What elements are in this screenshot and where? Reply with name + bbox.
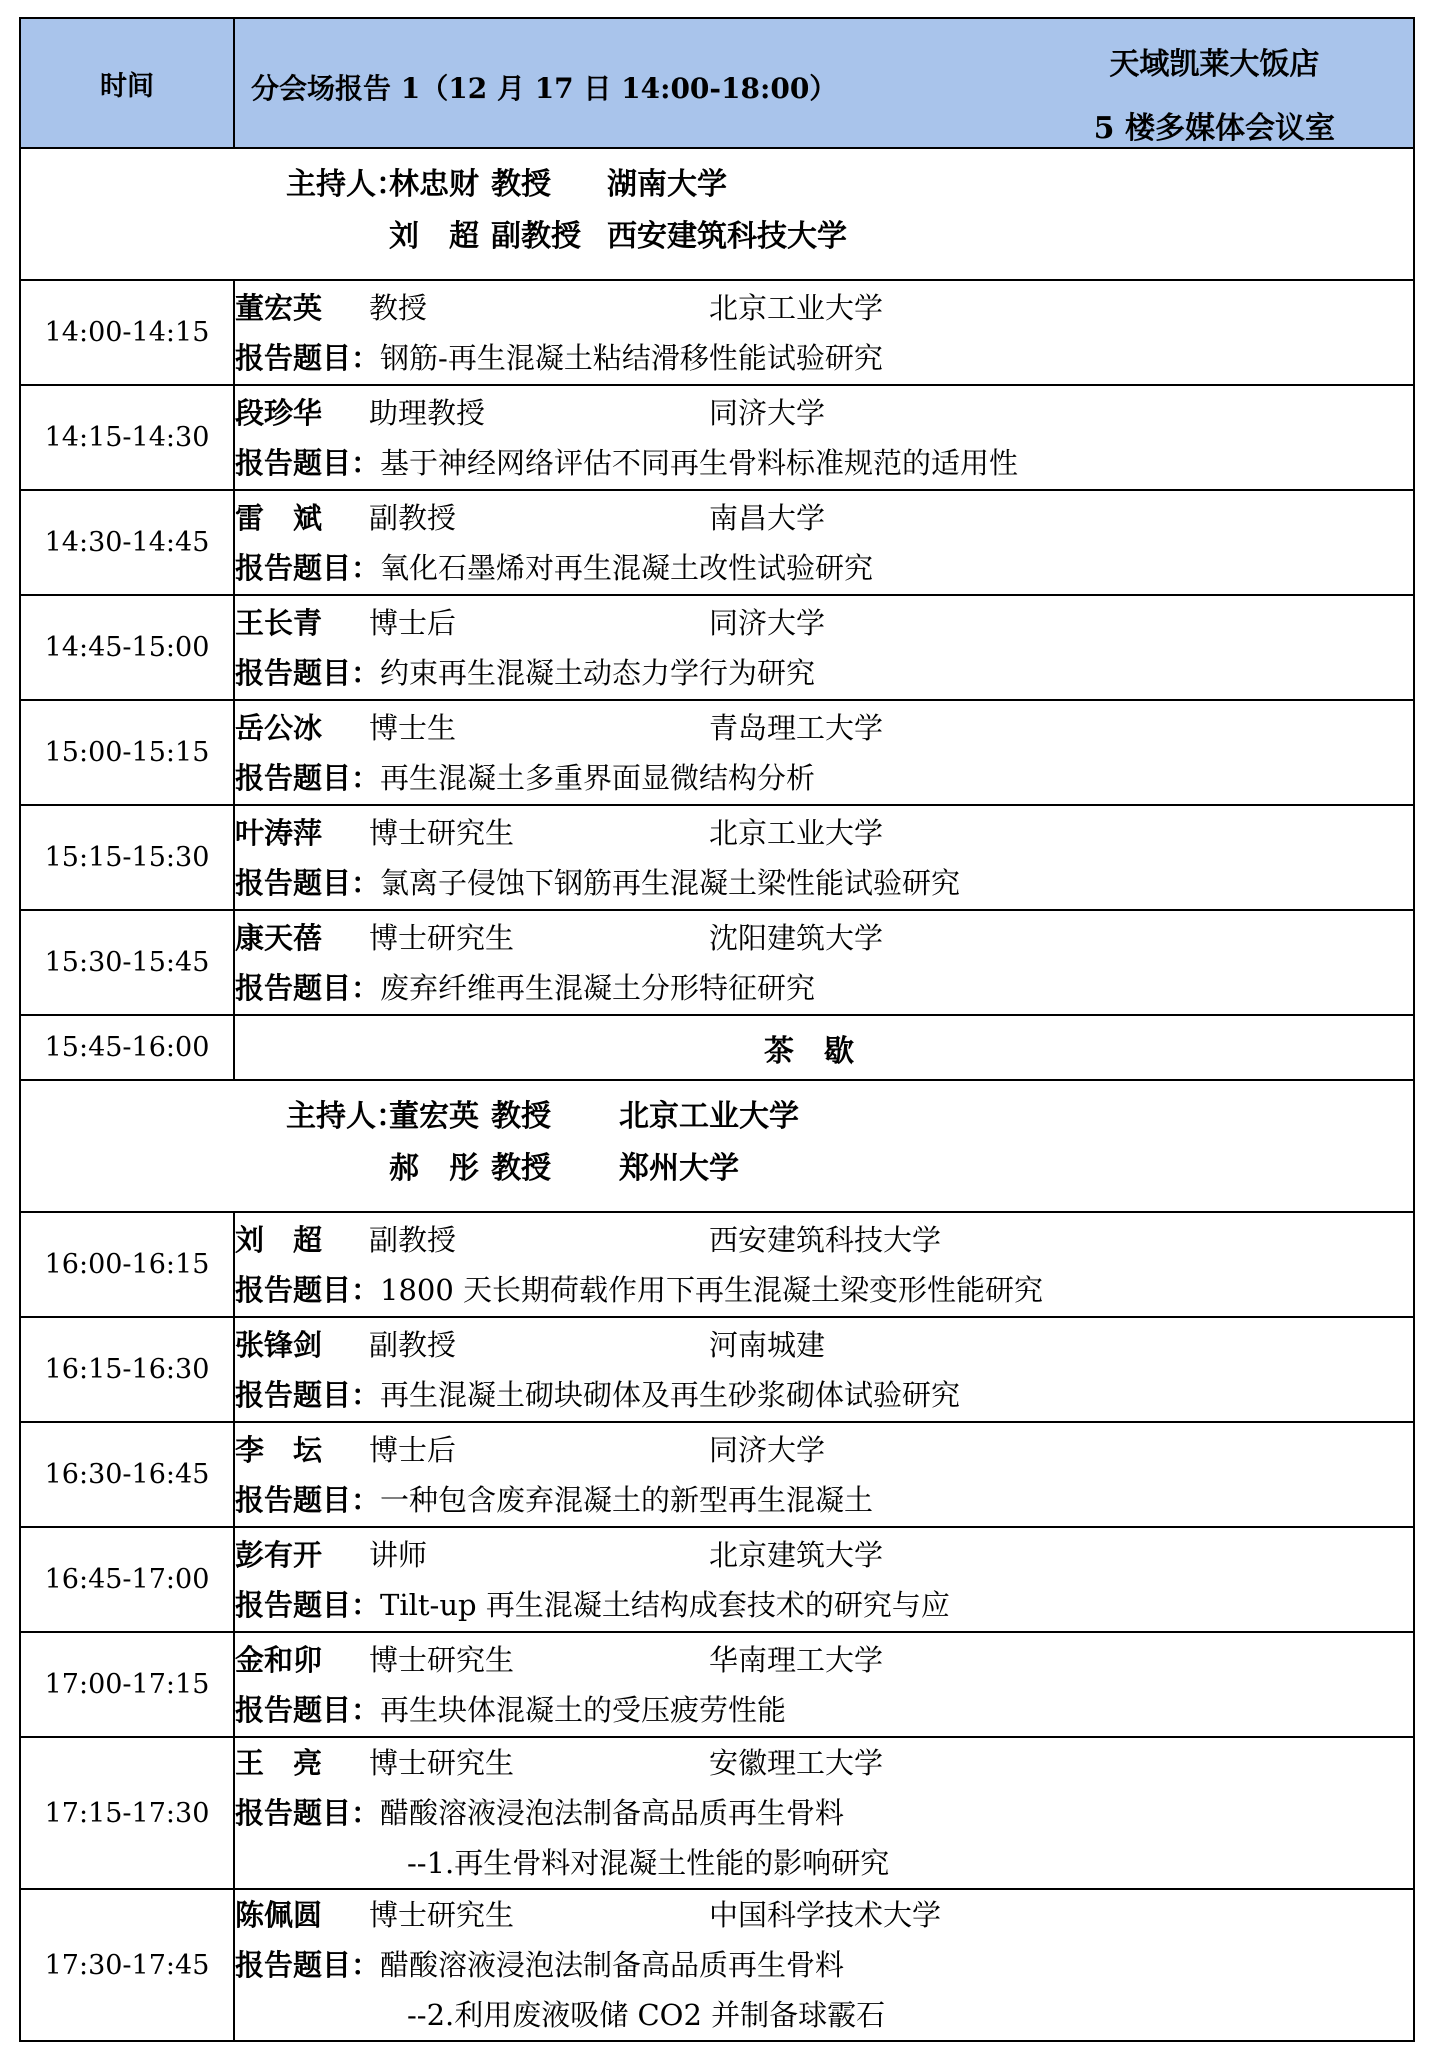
speaker-line [235,598,1413,648]
topic-label: 报告题目： [235,1482,381,1517]
speaker-name: 刘 超 [235,1222,323,1257]
talk-row [20,490,1414,595]
talk-content [234,1737,1414,1889]
break-row [20,1015,1414,1080]
talk-row [20,280,1414,385]
topic-label: 报告题目： [235,1587,381,1622]
topic-line [235,333,1413,383]
venue-hotel: 天域凯莱大饭店 [1109,47,1320,82]
talk-content [234,910,1414,1015]
speaker-line [235,283,1413,333]
speaker-affiliation: 南昌大学 [709,500,826,535]
topic-text: 氯离子侵蚀下钢筋再生混凝土梁性能试验研究 [380,865,961,900]
speaker-line [235,493,1413,543]
speaker-title: 博士研究生 [369,1898,515,1932]
talk-time: 17:30-17:45 [20,1889,234,2041]
speaker-affiliation: 同济大学 [709,605,826,640]
topic-text: 再生块体混凝土的受压疲劳性能 [380,1692,787,1727]
talk-time: 16:30-16:45 [20,1422,234,1527]
host-title: 教授 [491,167,551,202]
speaker-name: 张锋剑 [235,1327,323,1362]
topic-text: 钢筋-再生混凝土粘结滑移性能试验研究 [380,340,883,375]
speaker-affiliation: 同济大学 [709,395,826,430]
topic-text: 再生混凝土砌块砌体及再生砂浆砌体试验研究 [380,1377,961,1412]
talk-row [20,1889,1414,2041]
talk-time: 14:15-14:30 [20,385,234,490]
topic-label: 报告题目： [235,445,381,480]
talk-content [234,700,1414,805]
host-label: 主持人： [286,1099,406,1134]
speaker-name: 王长青 [235,605,323,640]
time-column-header: 时间 [20,18,234,148]
speaker-line [235,1530,1413,1580]
topic-text: 氧化石墨烯对再生混凝土改性试验研究 [380,550,874,585]
topic-line [235,1370,1413,1420]
talk-content [234,595,1414,700]
venue [1094,33,1335,161]
speaker-title: 博士生 [369,710,457,745]
speaker-title: 博士后 [369,605,457,640]
speaker-line [235,1635,1413,1685]
topic-line [235,1685,1413,1735]
talk-time: 16:00-16:15 [20,1212,234,1317]
talk-content [234,805,1414,910]
talk-row [20,1317,1414,1422]
speaker-name: 叶涛萍 [235,815,323,850]
speaker-name: 王 亮 [235,1746,323,1780]
talk-time: 16:15-16:30 [20,1317,234,1422]
talk-time: 16:45-17:00 [20,1527,234,1632]
topic-text: 废弃纤维再生混凝土分形特征研究 [380,970,816,1005]
topic-line [235,438,1413,488]
talk-content [234,385,1414,490]
topic-label: 报告题目： [235,1692,381,1727]
host-row [20,1080,1414,1212]
speaker-affiliation: 中国科学技术大学 [709,1898,942,1932]
talk-time: 17:15-17:30 [20,1737,234,1889]
talk-row [20,700,1414,805]
speaker-title: 博士后 [369,1432,457,1467]
topic-label: 报告题目： [235,970,381,1005]
topic-text: 醋酸溶液浸泡法制备高品质再生骨料 [380,1796,845,1830]
host-affiliation: 郑州大学 [619,1151,739,1186]
talk-time: 15:00-15:15 [20,700,234,805]
host-title: 副教授 [491,219,581,254]
speaker-line [235,808,1413,858]
topic-label: 报告题目： [235,760,381,795]
speaker-name: 岳公冰 [235,710,323,745]
speaker-title: 博士研究生 [369,1746,515,1780]
talk-content [234,280,1414,385]
host-title: 教授 [491,1099,551,1134]
talk-content [234,1317,1414,1422]
talk-content [234,1527,1414,1632]
topic-label: 报告题目： [235,1272,381,1307]
topic-text: 再生混凝土多重界面显微结构分析 [380,760,816,795]
topic-label: 报告题目： [235,865,381,900]
talk-row [20,805,1414,910]
topic-line [235,963,1413,1013]
speaker-affiliation: 北京工业大学 [709,290,884,325]
host-row [20,148,1414,280]
speaker-line [235,1320,1413,1370]
talk-row [20,595,1414,700]
host-cell [20,148,1414,280]
speaker-name: 李 坛 [235,1432,323,1467]
talk-time: 14:30-14:45 [20,490,234,595]
speaker-affiliation: 沈阳建筑大学 [709,920,884,955]
topic-label: 报告题目： [235,340,381,375]
topic-text: 基于神经网络评估不同再生骨料标准规范的适用性 [380,445,1019,480]
speaker-name: 段珍华 [235,395,323,430]
talk-row [20,385,1414,490]
topic-text: 一种包含废弃混凝土的新型再生混凝土 [380,1482,874,1517]
talk-row [20,1422,1414,1527]
topic-label: 报告题目： [235,1948,381,1982]
speaker-line [235,388,1413,438]
speaker-name: 陈佩圆 [235,1898,323,1932]
speaker-line [235,1738,1413,1788]
speaker-line [235,913,1413,963]
topic-label: 报告题目： [235,655,381,690]
break-label: 茶歇 [234,1015,1414,1080]
talk-content [234,1889,1414,2041]
host-name: 林忠财 [389,167,479,202]
speaker-title: 教授 [369,290,428,325]
speaker-name: 康天蓓 [235,920,323,955]
talk-time: 15:30-15:45 [20,910,234,1015]
topic-subtitle: --1.再生骨料对混凝土性能的影响研究 [407,1846,890,1880]
header-row [20,18,1414,148]
topic-label: 报告题目： [235,1796,381,1830]
speaker-title: 博士研究生 [369,1642,515,1677]
speaker-name: 董宏英 [235,290,323,325]
topic-text: 约束再生混凝土动态力学行为研究 [380,655,816,690]
talk-time: 15:15-15:30 [20,805,234,910]
talk-row [20,1632,1414,1737]
topic-text: 醋酸溶液浸泡法制备高品质再生骨料 [380,1948,845,1982]
speaker-name: 雷 斌 [235,500,323,535]
speaker-affiliation: 河南城建 [709,1327,826,1362]
host-title: 教授 [491,1151,551,1186]
venue-room: 5 楼多媒体会议室 [1093,111,1335,146]
talk-time: 17:00-17:15 [20,1632,234,1737]
topic-subtitle: --2.利用废液吸储 CO2 并制备球霰石 [407,1998,886,2032]
host-name: 董宏英 [389,1099,479,1134]
topic-line [235,648,1413,698]
speaker-affiliation: 同济大学 [709,1432,826,1467]
topic-line [235,753,1413,803]
talk-row [20,1737,1414,1889]
topic-line [235,1940,1413,1990]
speaker-title: 博士研究生 [369,815,515,850]
speaker-affiliation: 青岛理工大学 [709,710,884,745]
host-cell [20,1080,1414,1212]
speaker-name: 彭有开 [235,1537,323,1572]
talk-time: 14:45-15:00 [20,595,234,700]
speaker-title: 副教授 [369,1327,457,1362]
host-affiliation: 西安建筑科技大学 [607,219,847,254]
speaker-affiliation: 北京建筑大学 [709,1537,884,1572]
talk-row [20,910,1414,1015]
topic-label: 报告题目： [235,1377,381,1412]
speaker-line [235,1215,1413,1265]
topic-line [235,543,1413,593]
speaker-title: 副教授 [369,1222,457,1257]
session-header-cell [234,18,1414,148]
host-affiliation: 北京工业大学 [619,1099,799,1134]
speaker-line [235,1425,1413,1475]
schedule-table [19,17,1415,2042]
speaker-line [235,1890,1413,1940]
topic-line [235,1265,1413,1315]
speaker-title: 博士研究生 [369,920,515,955]
host-label: 主持人： [286,167,406,202]
topic-text: 1800 天长期荷载作用下再生混凝土梁变形性能研究 [380,1272,1044,1307]
speaker-title: 助理教授 [369,395,486,430]
talk-row [20,1527,1414,1632]
speaker-affiliation: 安徽理工大学 [709,1746,884,1780]
talk-content [234,1422,1414,1527]
talk-content [234,1632,1414,1737]
speaker-affiliation: 北京工业大学 [709,815,884,850]
speaker-name: 金和卯 [235,1642,323,1677]
break-time: 15:45-16:00 [20,1015,234,1080]
topic-line [235,1580,1413,1630]
speaker-title: 讲师 [369,1537,428,1572]
topic-line [235,1788,1413,1838]
talk-content [234,1212,1414,1317]
topic-label: 报告题目： [235,550,381,585]
speaker-affiliation: 华南理工大学 [709,1642,884,1677]
talk-row [20,1212,1414,1317]
talk-time: 14:00-14:15 [20,280,234,385]
host-name: 郝 彤 [389,1151,479,1186]
speaker-line [235,703,1413,753]
speaker-affiliation: 西安建筑科技大学 [709,1222,942,1257]
talk-content [234,490,1414,595]
host-affiliation: 湖南大学 [607,167,727,202]
host-name: 刘 超 [389,219,479,254]
topic-line [235,858,1413,908]
session-title: 分会场报告 1（12 月 17 日 14:00-18:00） [251,72,838,105]
topic-text: Tilt-up 再生混凝土结构成套技术的研究与应 [380,1587,950,1622]
topic-line [235,1475,1413,1525]
speaker-title: 副教授 [369,500,457,535]
